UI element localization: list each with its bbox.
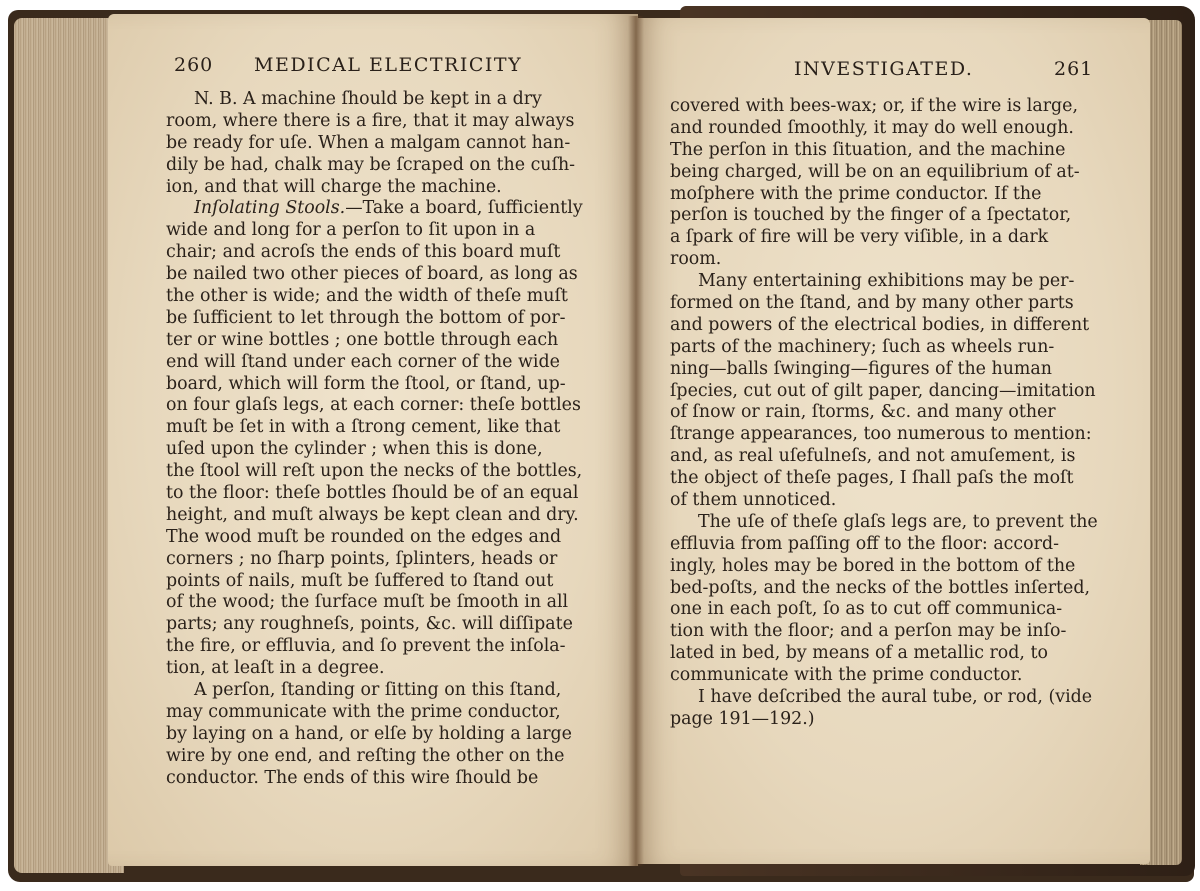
text-line: be nailed two other pieces of board, as long as — [166, 264, 578, 285]
text-line: perſon is touched by the finger of a ſpectator, — [670, 205, 1072, 226]
left-page-text — [166, 89, 596, 790]
text-line: ſtrange appearances, too numerous to mention: — [670, 424, 1092, 445]
text-line: room. — [670, 249, 722, 270]
book-gutter — [628, 16, 644, 866]
text-line: a ſpark of fire will be very viſible, in a dark — [670, 227, 1049, 248]
text-line: communicate with the prime conductor. — [670, 665, 1023, 686]
text-line: A perſon, ſtanding or ſitting on this ſtand, — [194, 680, 562, 701]
text-line: parts; any roughneſs, points, &c. will diſſipate — [166, 614, 573, 635]
text-line: of the wood; the ſurface muſt be ſmooth in all — [166, 592, 569, 613]
text-line: tion, at leaſt in a degree. — [166, 658, 385, 679]
text-line: of ſnow or rain, ſtorms, &c. and many other — [670, 402, 1056, 423]
left-page-number: 260 — [174, 54, 214, 76]
text-line: Many entertaining exhibitions may be per- — [698, 271, 1075, 292]
left-page — [108, 14, 638, 866]
text-line: the other is wide; and the width of theſe muſt — [166, 286, 568, 307]
text-line: ingly, holes may be bored in the bottom of the — [670, 555, 1076, 576]
text-line: I have deſcribed the aural tube, or rod, (vide — [698, 687, 1093, 708]
text-line: wide and long for a perſon to ſit upon in a — [166, 220, 536, 241]
text-line: be ſufficient to let through the bottom of por- — [166, 307, 566, 328]
text-line: Inſolating Stools.—Take a board, ſufficiently — [194, 198, 583, 219]
text-line: corners ; no ſharp points, ſplinters, heads or — [166, 548, 558, 569]
text-line: ning—balls ſwinging—figures of the human — [670, 358, 1052, 379]
text-line: the fire, or effluvia, and ſo prevent the inſola- — [166, 636, 566, 657]
text-line: formed on the ſtand, and by many other parts — [670, 293, 1074, 314]
text-line: tion with the floor; and a perſon may be inſo- — [670, 621, 1067, 642]
text-line: lated in bed, by means of a metallic rod, to — [670, 643, 1048, 664]
text-line: conductor. The ends of this wire ſhould be — [166, 767, 539, 788]
right-page-text — [670, 96, 1098, 731]
text-line: covered with bees-wax; or, if the wire is large, — [670, 96, 1078, 116]
text-line: muſt be ſet in with a ſtrong cement, like that — [166, 417, 561, 438]
right-running-title: INVESTIGATED. — [794, 58, 974, 80]
text-line: moſphere with the prime conductor. If the — [670, 183, 1042, 204]
text-line: to the floor: theſe bottles ſhould be of an equal — [166, 483, 579, 504]
text-line: be ready for uſe. When a malgam cannot han- — [166, 132, 571, 153]
text-line: page 191—192.) — [670, 708, 815, 729]
text-line: and powers of the electrical bodies, in different — [670, 314, 1090, 335]
text-line: room, where there is a fire, that it may always — [166, 110, 575, 131]
text-line: and rounded ſmoothly, it may do well enough. — [670, 117, 1074, 138]
text-line: one in each poſt, ſo as to cut off communica- — [670, 599, 1063, 620]
left-running-title: MEDICAL ELECTRICITY — [254, 54, 523, 76]
text-line: dily be had, chalk may be ſcraped on the cuſh- — [166, 154, 576, 175]
text-line: The uſe of theſe glaſs legs are, to prevent the — [698, 511, 1098, 532]
text-line: of them unnoticed. — [670, 490, 837, 511]
text-line: uſed upon the cylinder ; when this is done, — [166, 439, 543, 460]
text-line: N. B. A machine ſhould be kept in a dry — [194, 89, 542, 109]
right-page — [636, 18, 1150, 864]
text-line: the ſtool will reſt upon the necks of the bottles, — [166, 461, 583, 482]
text-line: height, and muſt always be kept clean and dry. — [166, 504, 579, 525]
text-line: board, which will form the ſtool, or ſtand, up- — [166, 373, 566, 394]
text-line: end will ſtand under each corner of the wide — [166, 351, 560, 372]
text-line: effluvia from paſſing off to the floor: accord- — [670, 533, 1059, 554]
text-line: ſpecies, cut out of gilt paper, dancing—imitation — [670, 380, 1096, 401]
text-line: ter or wine bottles ; one bottle through each — [166, 329, 559, 350]
text-line: ion, and that will charge the machine. — [166, 176, 502, 197]
text-line: on four glaſs legs, at each corner: theſe bottles — [166, 395, 581, 416]
text-line: bed-poſts, and the necks of the bottles inſerted, — [670, 577, 1090, 598]
right-page-number: 261 — [1054, 58, 1094, 80]
text-line: and, as real uſefulneſs, and not amuſement, is — [670, 446, 1076, 467]
text-line: parts of the machinery; ſuch as wheels run- — [670, 336, 1055, 357]
text-line: points of nails, muſt be ſuffered to ſtand out — [166, 570, 554, 591]
text-line: The perſon in this ſituation, and the machine — [670, 139, 1066, 160]
text-line: chair; and acroſs the ends of this board muſt — [166, 242, 561, 263]
text-line: the object of theſe pages, I ſhall paſs the moſt — [670, 468, 1074, 489]
text-line: The wood muſt be rounded on the edges and — [166, 526, 562, 547]
text-line: by laying on a hand, or elſe by holding a large — [166, 723, 572, 744]
text-line: may communicate with the prime conductor, — [166, 701, 561, 722]
text-line: wire by one end, and reſting the other on the — [166, 745, 565, 766]
text-line: being charged, will be on an equilibrium of at- — [670, 161, 1080, 182]
